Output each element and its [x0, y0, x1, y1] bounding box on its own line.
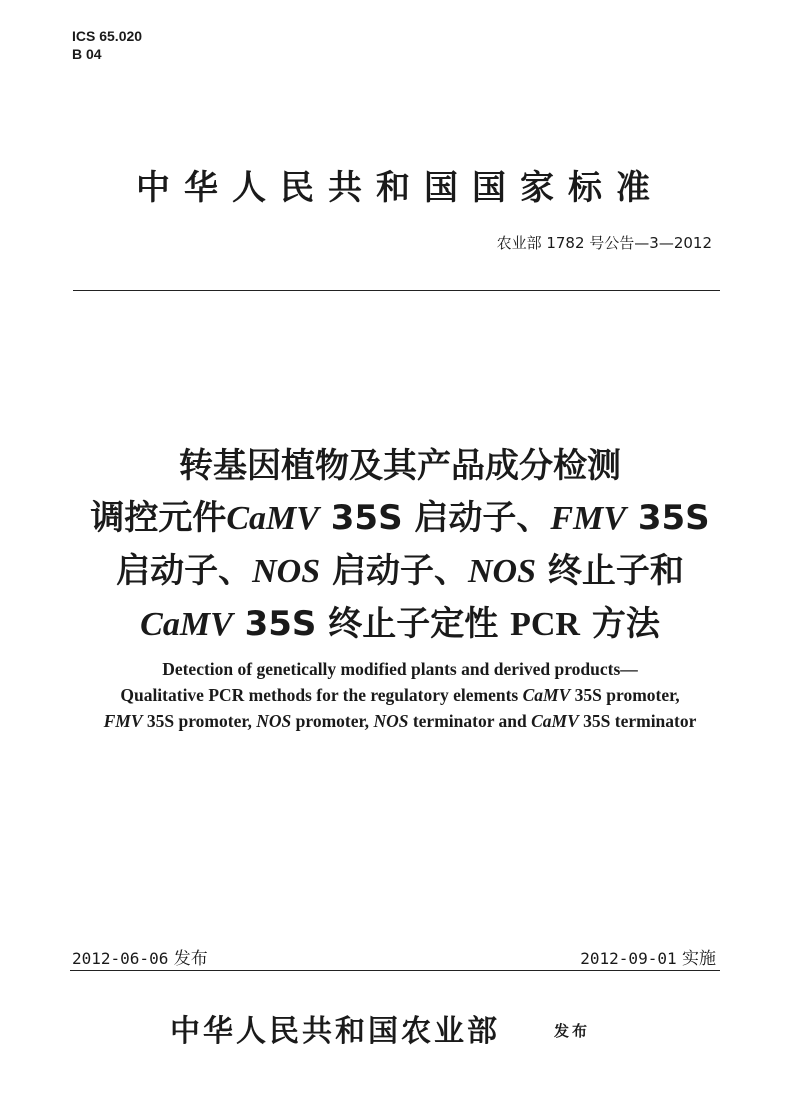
- cn-title-text: 调控元件: [90, 498, 227, 538]
- ccs-code: B 04: [72, 46, 102, 62]
- en-title-text: promoter,: [291, 711, 374, 731]
- implement-date: 2012-09-01: [580, 949, 677, 968]
- cn-title-text: 35S: [330, 498, 403, 538]
- issuing-authority-suffix: 发布: [554, 1022, 591, 1040]
- cn-title-latin: FMV: [550, 500, 627, 537]
- implement-date-block: [580, 944, 716, 969]
- en-title-line-1: [30, 656, 770, 682]
- cn-title-text: 35S: [637, 498, 710, 538]
- implement-label: 实施: [682, 949, 716, 969]
- standard-type-title: 中华人民共和国国家标准: [136, 168, 664, 208]
- cn-title-latin: CaMV: [226, 500, 319, 537]
- ics-code: ICS 65.020: [72, 28, 143, 44]
- cn-title-text: 启动子、: [414, 498, 551, 538]
- issue-date: 2012-06-06: [72, 949, 169, 968]
- cn-title-text: 终止子和: [547, 551, 684, 591]
- en-title-italic: NOS: [256, 711, 292, 731]
- cn-title-text: 启动子、: [332, 551, 468, 591]
- ics-code-block: [72, 27, 142, 63]
- cn-title-text: 启动子、: [116, 551, 253, 591]
- issue-label: 发布: [173, 949, 208, 969]
- cn-title-line-1: [40, 440, 760, 492]
- issuing-authority: 中华人民共和国农业部: [170, 1014, 500, 1049]
- english-title: [30, 656, 770, 734]
- cn-title-line-2: [40, 492, 760, 545]
- en-title-text: terminator and: [408, 711, 532, 731]
- en-title-line-3: [30, 708, 770, 734]
- cn-title-text: 终止子定性: [328, 604, 499, 644]
- cn-title-text: 35S: [244, 604, 317, 644]
- en-title-italic: CaMV: [522, 685, 571, 705]
- cn-title-line-4: [40, 598, 760, 651]
- top-divider: [73, 290, 720, 291]
- cn-title-latin: NOS: [468, 553, 537, 590]
- cn-title-latin: CaMV: [140, 606, 233, 643]
- en-title-text: Detection of genetically modified plants and derived products—: [162, 659, 638, 679]
- en-title-italic: CaMV: [531, 711, 579, 731]
- chinese-title: [40, 440, 760, 651]
- en-title-line-2: [30, 682, 770, 708]
- standard-number: 农业部 1782 号公告—3—2012: [496, 234, 712, 252]
- en-title-italic: FMV: [103, 711, 143, 731]
- cn-title-text: 方法: [591, 604, 660, 644]
- en-title-text: 35S terminator: [578, 711, 697, 731]
- en-title-text: 35S promoter,: [142, 711, 257, 731]
- cn-title-text: 转基因植物及其产品成分检测: [179, 446, 621, 486]
- issue-date-block: [72, 944, 208, 969]
- cn-title-line-3: [40, 545, 760, 598]
- en-title-text: Qualitative PCR methods for the regulatory elements: [120, 685, 523, 705]
- en-title-text: 35S promoter,: [570, 685, 680, 705]
- cn-title-latin: PCR: [510, 606, 580, 643]
- bottom-divider: [70, 970, 720, 971]
- en-title-italic: NOS: [373, 711, 409, 731]
- cn-title-latin: NOS: [252, 553, 321, 590]
